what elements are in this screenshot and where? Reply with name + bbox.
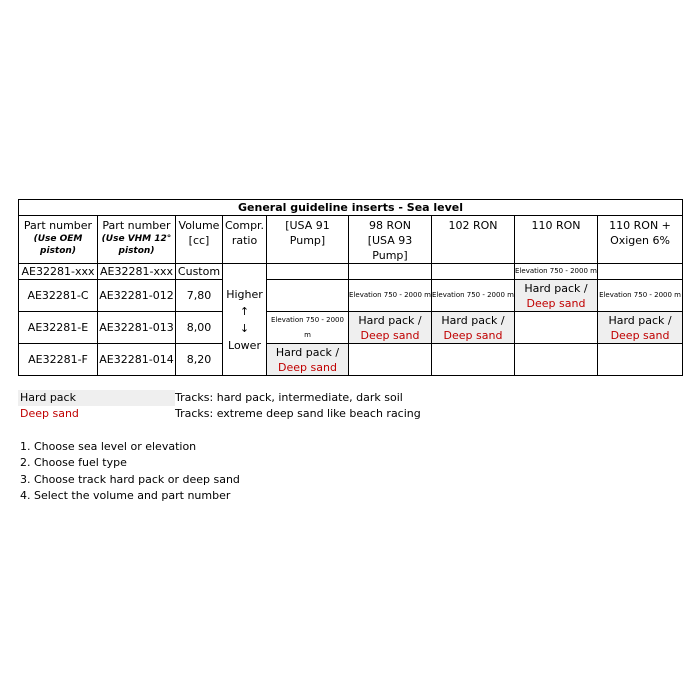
header-fuel-110-oxigen: 110 RON + Oxigen 6% bbox=[598, 216, 683, 264]
cell-110 bbox=[515, 344, 598, 376]
legend-key-hard-pack: Hard pack bbox=[18, 390, 175, 406]
part-vhm-cell: AE32281-012 bbox=[98, 280, 176, 312]
arrow-down-icon: ↓ bbox=[239, 321, 250, 335]
cell-usa91-elevation: Elevation 750 - 2000 m bbox=[267, 312, 349, 344]
hard-pack-label: Hard pack / bbox=[524, 281, 588, 295]
part-vhm-cell: AE32281-014 bbox=[98, 344, 176, 376]
track-legend bbox=[18, 390, 518, 422]
volume-cell: 8,20 bbox=[176, 344, 223, 376]
cell-102 bbox=[432, 264, 515, 280]
cell-98 bbox=[349, 264, 432, 280]
legend-desc-hard-pack: Tracks: hard pack, intermediate, dark soil bbox=[175, 391, 403, 404]
ratio-higher-label: Higher bbox=[226, 287, 263, 301]
cell-102-elevation: Elevation 750 - 2000 m bbox=[432, 280, 515, 312]
header-fuel-110: 110 RON bbox=[515, 216, 598, 264]
step-item: 4. Select the volume and part number bbox=[20, 488, 231, 502]
legend-row-deep-sand bbox=[18, 406, 518, 422]
header-compr-ratio: Compr. ratio bbox=[223, 216, 267, 264]
cell-usa91 bbox=[267, 280, 349, 312]
compression-ratio-scale bbox=[223, 264, 267, 376]
cell-102 bbox=[432, 344, 515, 376]
guideline-sheet bbox=[18, 199, 682, 376]
table-row bbox=[19, 344, 683, 376]
step-item: 2. Choose fuel type bbox=[20, 456, 127, 470]
hard-pack-label: Hard pack / bbox=[275, 345, 340, 359]
table-row bbox=[19, 280, 683, 312]
volume-cell: 8,00 bbox=[176, 312, 223, 344]
cell-98-elevation: Elevation 750 - 2000 m bbox=[349, 280, 432, 312]
part-oem-cell: AE32281-xxx bbox=[19, 264, 98, 280]
cell-110-elevation: Elevation 750 - 2000 m bbox=[515, 264, 598, 280]
legend-row-hard-pack bbox=[18, 390, 518, 406]
cell-110-oxigen-elevation: Elevation 750 - 2000 m bbox=[598, 280, 683, 312]
deep-sand-label: Deep sand bbox=[610, 328, 670, 342]
arrow-up-icon: ↑ bbox=[239, 304, 250, 318]
header-fuel-102: 102 RON bbox=[432, 216, 515, 264]
hard-pack-label: Hard pack / bbox=[441, 313, 505, 327]
cell-98-track bbox=[349, 312, 432, 344]
cell-110-oxigen bbox=[598, 264, 683, 280]
hard-pack-label: Hard pack / bbox=[358, 313, 422, 327]
part-vhm-cell: AE32281-xxx bbox=[98, 264, 176, 280]
table-title: General guideline inserts - Sea level bbox=[19, 200, 683, 216]
cell-102-track bbox=[432, 312, 515, 344]
deep-sand-label: Deep sand bbox=[443, 328, 503, 342]
volume-cell: Custom bbox=[176, 264, 223, 280]
part-oem-cell: AE32281-F bbox=[19, 344, 98, 376]
cell-110-oxigen bbox=[598, 344, 683, 376]
hard-pack-label: Hard pack / bbox=[608, 313, 672, 327]
part-vhm-cell: AE32281-013 bbox=[98, 312, 176, 344]
deep-sand-label: Deep sand bbox=[526, 296, 586, 310]
legend-key-deep-sand: Deep sand bbox=[20, 407, 79, 420]
ratio-lower-label: Lower bbox=[228, 338, 261, 352]
cell-110 bbox=[515, 312, 598, 344]
guideline-table bbox=[18, 199, 683, 376]
header-row bbox=[19, 216, 683, 264]
deep-sand-label: Deep sand bbox=[360, 328, 420, 342]
table-row bbox=[19, 312, 683, 344]
header-volume: Volume [cc] bbox=[176, 216, 223, 264]
part-oem-cell: AE32281-E bbox=[19, 312, 98, 344]
step-item: 3. Choose track hard pack or deep sand bbox=[20, 472, 240, 486]
header-part-vhm: Part number (Use VHM 12° piston) bbox=[98, 216, 176, 264]
cell-98 bbox=[349, 344, 432, 376]
table-row bbox=[19, 264, 683, 280]
step-item: 1. Choose sea level or elevation bbox=[20, 440, 197, 453]
cell-usa91-track bbox=[267, 344, 349, 376]
cell-110-track bbox=[515, 280, 598, 312]
cell-110-oxigen-track bbox=[598, 312, 683, 344]
deep-sand-label: Deep sand bbox=[278, 360, 337, 374]
cell-usa91 bbox=[267, 264, 349, 280]
volume-cell: 7,80 bbox=[176, 280, 223, 312]
header-fuel-98: 98 RON [USA 93 Pump] bbox=[349, 216, 432, 264]
header-fuel-usa91: [USA 91 Pump] bbox=[267, 216, 349, 264]
legend-desc-deep-sand: Tracks: extreme deep sand like beach racing bbox=[175, 407, 421, 420]
instruction-steps bbox=[20, 439, 240, 504]
part-oem-cell: AE32281-C bbox=[19, 280, 98, 312]
header-part-oem: Part number (Use OEM piston) bbox=[19, 216, 98, 264]
